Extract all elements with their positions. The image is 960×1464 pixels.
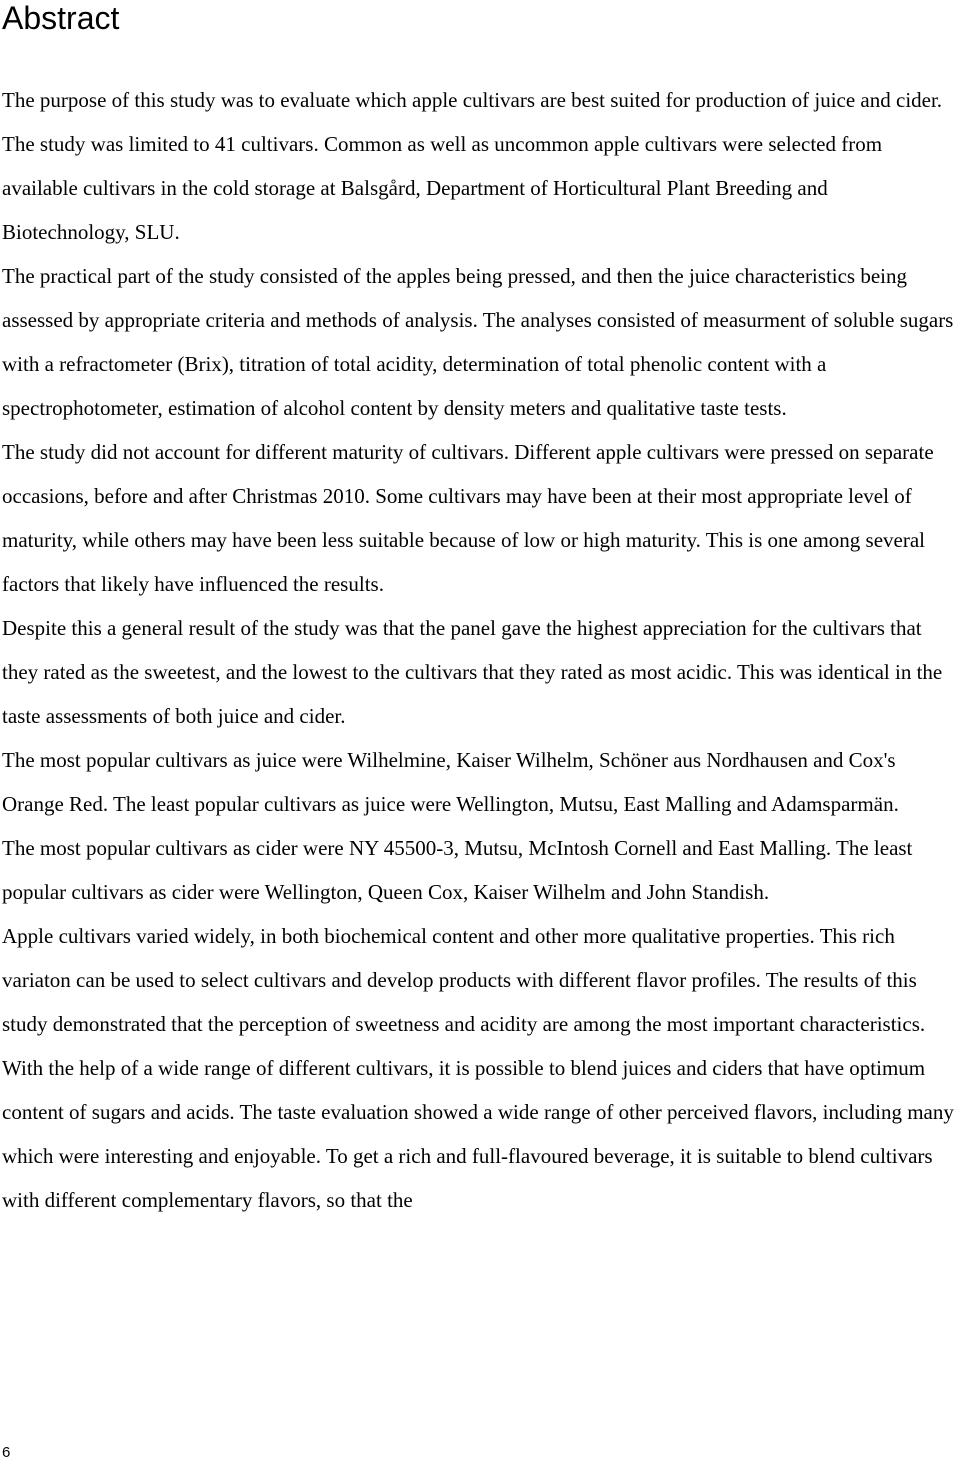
- paragraph-cider-popularity: The most popular cultivars as cider were NY 45500-3, Mutsu, McIntosh Cornell and East Malling. The least popular cultivars as cider were Wellington, Queen Cox, Kaiser Wilhelm and John Standish.: [2, 836, 913, 904]
- abstract-heading: Abstract: [2, 0, 120, 36]
- abstract-body: [2, 78, 960, 1222]
- paragraph-maturity: The study did not account for different maturity of cultivars. Different apple cultivars were pressed on separate occasions, before and after Christmas 2010. Some cultivars may have been at their most appropriate level of maturity, while others may have been less suitable because of low or high maturity. This is one among several factors that likely have influenced the results.: [2, 440, 934, 596]
- paragraph-methods: The practical part of the study consisted of the apples being pressed, and then the juice characteristics being assessed by appropriate criteria and methods of analysis. The analyses consisted of measurment of soluble sugars with a refractometer (Brix), titration of total acidity, determination of total phenolic content with a spectrophotometer, estimation of alcohol content by density meters and qualitative taste tests.: [2, 264, 954, 420]
- paragraph-purpose: The purpose of this study was to evaluate which apple cultivars are best suited for production of juice and cider. The study was limited to 41 cultivars. Common as well as uncommon apple cultivars were selected from available cultivars in the cold storage at Balsgård, Department of Horticultural Plant Breeding and Biotechnology, SLU.: [2, 88, 943, 244]
- page-number: 6: [2, 1444, 11, 1461]
- paragraph-juice-popularity: The most popular cultivars as juice were Wilhelmine, Kaiser Wilhelm, Schöner aus Nordhausen and Cox's Orange Red. The least popular cultivars as juice were Wellington, Mutsu, East Malling and Adamsparmän.: [2, 748, 899, 816]
- paragraph-general-result: Despite this a general result of the study was that the panel gave the highest appreciation for the cultivars that they rated as the sweetest, and the lowest to the cultivars that they rated as most acidic. This was identical in the taste assessments of both juice and cider.: [2, 616, 943, 728]
- paragraph-variation: Apple cultivars varied widely, in both biochemical content and other more qualitative properties. This rich variaton can be used to select cultivars and develop products with different flavor profiles. The results of this study demonstrated that the perception of sweetness and acidity are among the most important characteristics. With the help of a wide range of different cultivars, it is possible to blend juices and ciders that have optimum content of sugars and acids. The taste evaluation showed a wide range of other perceived flavors, including many which were interesting and enjoyable. To get a rich and full-flavoured beverage, it is suitable to blend cultivars with different complementary flavors, so that the: [2, 924, 954, 1212]
